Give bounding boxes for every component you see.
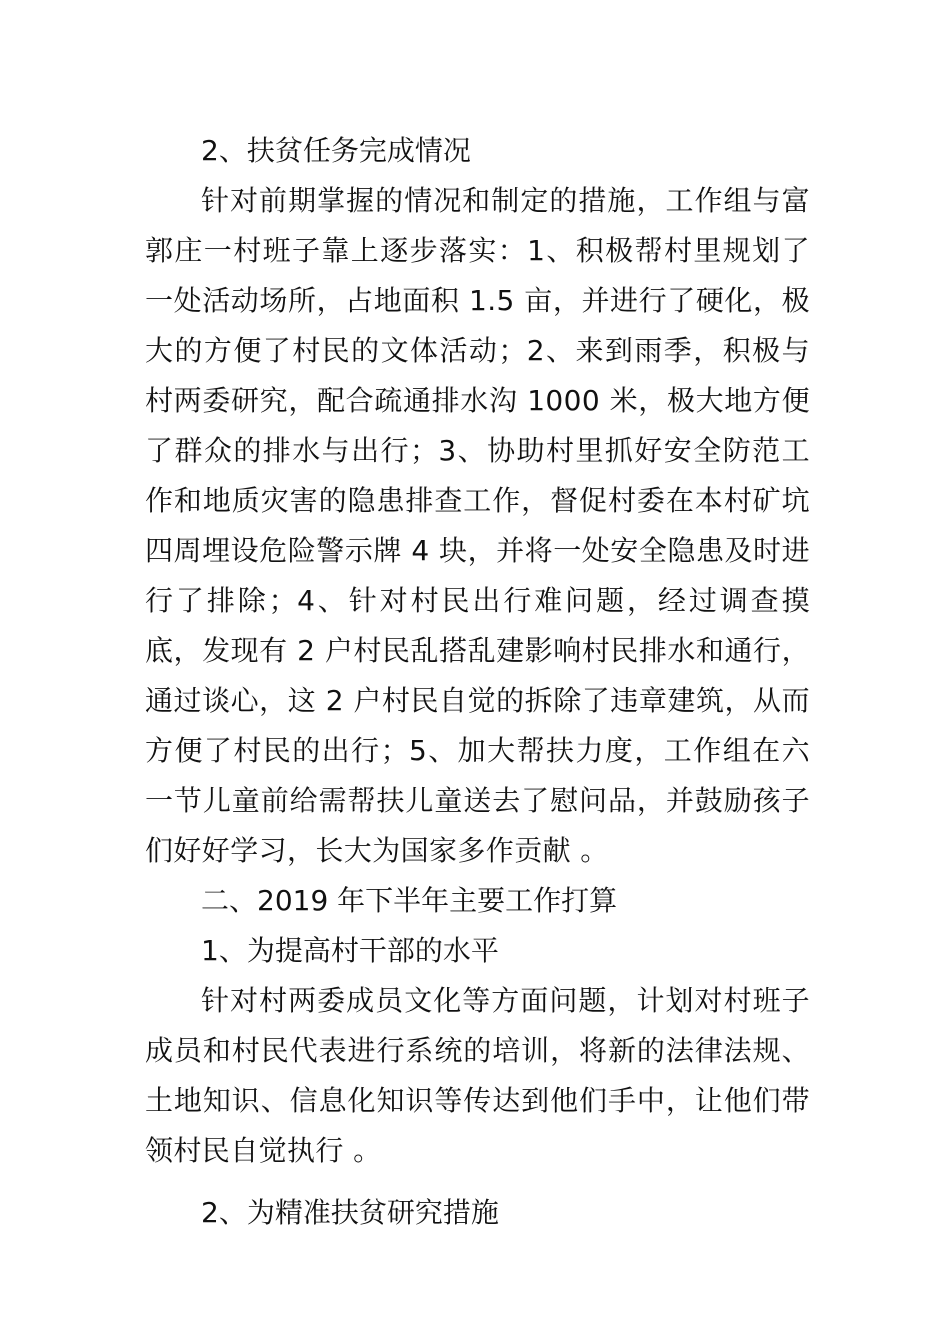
paragraph-training-plan: 针对村两委成员文化等方面问题，计划对村班子成员和村民代表进行系统的培训，将新的法律法规、土地知识、信息化知识等传达到他们手中，让他们带领村民自觉执行 。 xyxy=(145,984,810,1167)
subheading-poverty-measures: 2、为精准扶贫研究措施 xyxy=(201,1196,499,1229)
document-body xyxy=(145,126,810,1238)
paragraph-task-details: 针对前期掌握的情况和制定的措施，工作组与富郭庄一村班子靠上逐步落实：1、积极帮村里规划了一处活动场所，占地面积 1.5 亩，并进行了硬化，极大的方便了村民的文体活动；2、来到雨季，积极与村两委研究，配合疏通排水沟 1000 米，极大地方便了群众的排水与出行；3、协助村里抓好安全防范工作和地质灾害的隐患排查工作，督促村委在本村矿坑四周埋设危险警示牌 4 块，并将一处安全隐患及时进行了排除；4、针对村民出行难问题，经过调查摸底，发现有 2 户村民乱搭乱建影响村民排水和通行，通过谈心，这 2 户村民自觉的拆除了违章建筑，从而方便了村民的出行；5、加大帮扶力度，工作组在六一节儿童前给需帮扶儿童送去了慰问品，并鼓励孩子们好好学习，长大为国家多作贡献 。 xyxy=(145,184,810,867)
section-heading-task-completion: 2、扶贫任务完成情况 xyxy=(201,134,471,167)
subheading-cadre-level: 1、为提高村干部的水平 xyxy=(201,934,499,967)
section-heading-work-plan: 二、2019 年下半年主要工作打算 xyxy=(201,884,618,917)
